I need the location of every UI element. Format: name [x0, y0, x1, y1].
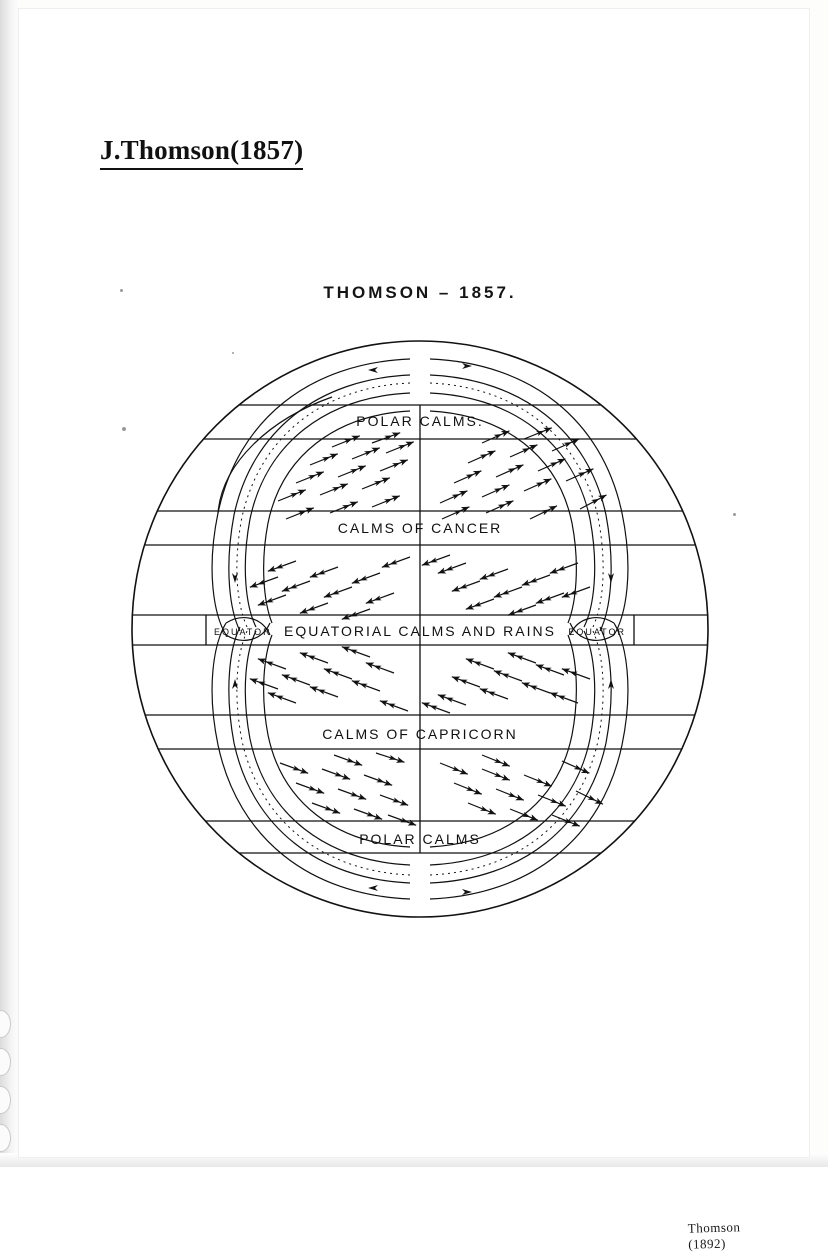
page-title: J.Thomson(1857)	[100, 136, 303, 170]
label-polar-calms-north: POLAR CALMS.	[356, 413, 484, 429]
scan-speck	[733, 513, 736, 516]
globe-diagram	[110, 323, 730, 935]
label-equator-right: EQUATOR	[568, 627, 626, 637]
label-equator-left: EQUATOR	[214, 627, 272, 637]
handwritten-annotation: Thomson (1892)	[687, 1219, 741, 1252]
label-calms-of-cancer: CALMS OF CANCER	[337, 520, 503, 536]
label-polar-calms-south: POLAR CALMS	[359, 831, 481, 847]
figure-caption: THOMSON – 1857.	[323, 283, 517, 302]
figure-wind-circulation	[110, 265, 741, 1252]
page-left-edge-shadow	[0, 0, 20, 1167]
globe-svg	[110, 323, 730, 935]
label-equatorial-calms-and-rains: EQUATORIAL CALMS AND RAINS	[284, 623, 556, 639]
label-calms-of-capricorn: CALMS OF CAPRICORN	[322, 726, 518, 742]
